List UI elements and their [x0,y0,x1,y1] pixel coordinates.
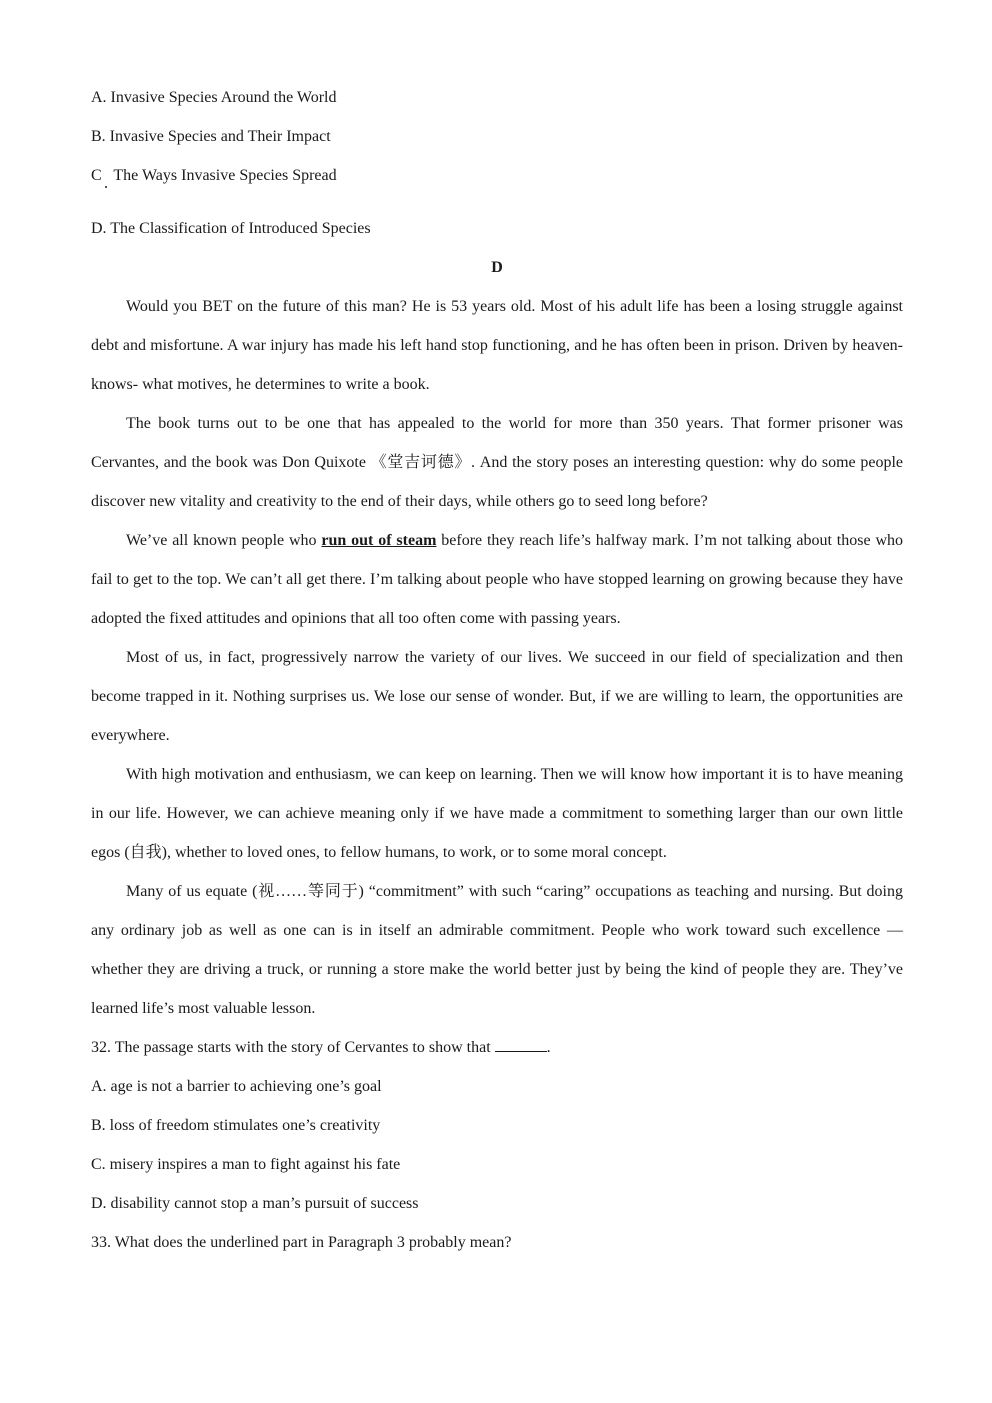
paragraph-1: Would you BET on the future of this man? He is 53 years old. Most of his adult life has been a losing struggle against debt and misfortune. A war injury has made his left hand stop functioning, and he has often been in prison. Driven by heaven- knows- what motives, he determines to write a book. [91,298,903,393]
question-32-option-a: A. age is not a barrier to achieving one’s goal [91,1078,382,1095]
paragraph-3 [91,521,903,638]
answer-blank [495,1037,547,1052]
stray-dot [105,186,107,188]
paragraph-3-end: before they reach life’s halfway mark. I’m not talking about those who fail to get to the top. We can’t all get there. I’m talking about people who have stopped learning on growing because they have adopted the fixed attitudes and opinions that all too often come with passing years. [91,532,903,627]
paragraph-5: With high motivation and enthusiasm, we can keep on learning. Then we will know how important it is to have meaning in our life. However, we can achieve meaning only if we have made a commitment to something larger than our own little egos (自我), whether to loved ones, to fellow humans, to work, or to some moral concept. [91,766,903,861]
section-heading: D [491,259,503,276]
question-32-option-d: D. disability cannot stop a man’s pursuit of success [91,1195,419,1212]
paragraph-2: The book turns out to be one that has appealed to the world for more than 350 years. That former prisoner was Cervantes, and the book was Don Quixote 《堂吉诃德》. And the story poses an interesting question: why do some people discover new vitality and creativity to the end of their days, while others go to seed long before? [91,415,903,510]
document-page [91,78,903,1262]
prev-option-b: B. Invasive Species and Their Impact [91,128,331,145]
question-32-option-c: C. misery inspires a man to fight against his fate [91,1156,401,1173]
prev-option-d: D. The Classification of Introduced Species [91,220,371,237]
question-33-stem: 33. What does the underlined part in Paragraph 3 probably mean? [91,1234,512,1251]
prev-option-c: C The Ways Invasive Species Spread [91,167,337,184]
paragraph-3-start: We’ve all known people who [126,532,322,549]
question-32-stem [91,1028,903,1067]
underlined-phrase: run out of steam [321,532,437,549]
paragraph-6: Many of us equate (视……等同于) “commitment” with such “caring” occupations as teaching and nursing. But doing any ordinary job as well as one can is in itself an admirable commitment. People who work toward such excellence — whether they are driving a truck, or running a store make the world better just by being the kind of people they are. They’ve learned life’s most valuable lesson. [91,883,903,1017]
spacer [91,195,903,209]
paragraph-4: Most of us, in fact, progressively narrow the variety of our lives. We succeed in our field of specialization and then become trapped in it. Nothing surprises us. We lose our sense of wonder. But, if we are willing to learn, the opportunities are everywhere. [91,649,903,744]
question-32-period: . [546,1039,551,1056]
question-32-option-b: B. loss of freedom stimulates one’s creativity [91,1117,381,1134]
prev-option-a: A. Invasive Species Around the World [91,89,337,106]
question-32-text: 32. The passage starts with the story of Cervantes to show that [91,1039,495,1056]
